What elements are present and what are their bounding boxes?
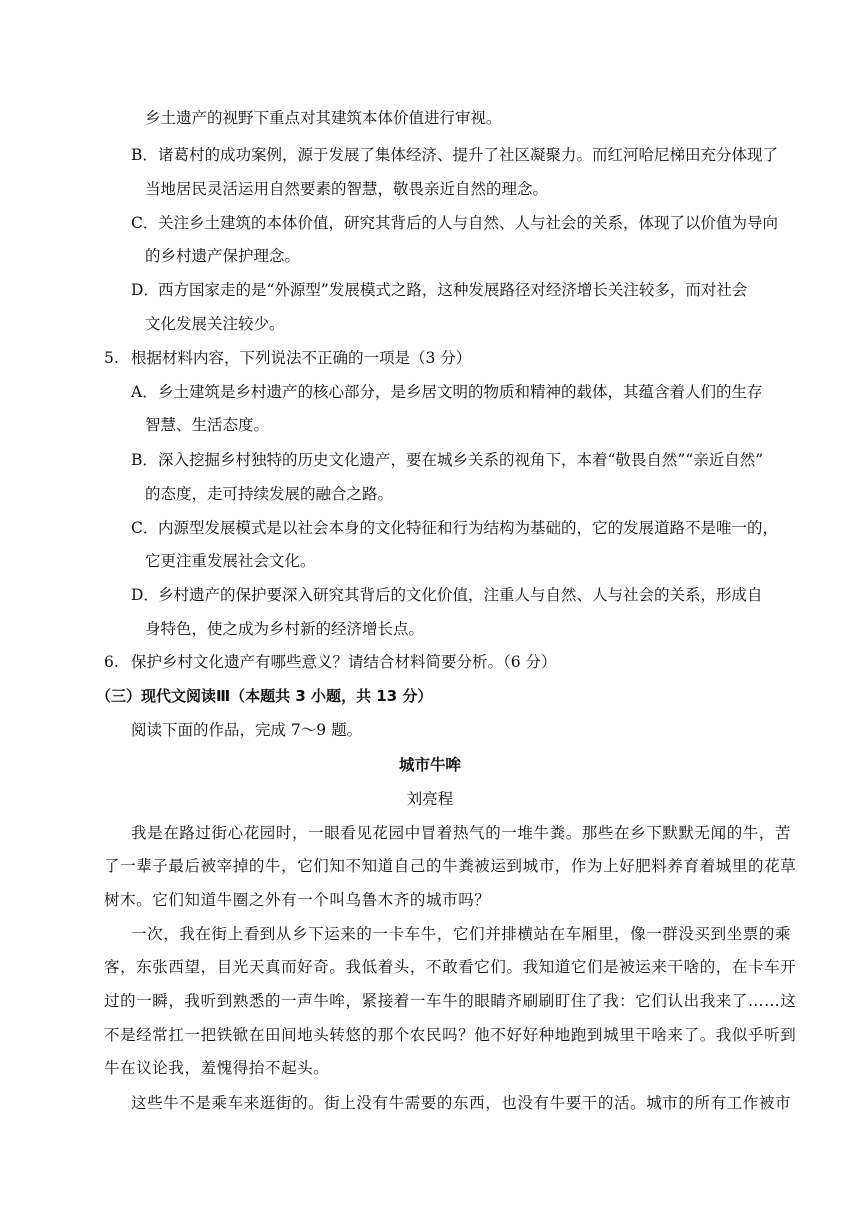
article-paragraph-line: 了一辈子最后被宰掉的牛，它们知不知道自己的牛粪被运到城市，作为上好肥料养育着城里的花草 <box>104 857 797 875</box>
option-text-line: 诸葛村的成功案例，源于发展了集体经济、提升了社区凝聚力。而红河哈尼梯田充分体现了 <box>158 146 779 164</box>
option-letter: B． <box>131 451 158 469</box>
option-letter: B． <box>131 146 158 164</box>
question-number: 5. <box>104 349 119 367</box>
article-paragraph-line: 这些牛不是乘车来逛街的。街上没有牛需要的东西，也没有牛要干的活。城市的所有工作被市 <box>131 1094 792 1112</box>
article-paragraph-line: 过的一瞬，我听到熟悉的一声牛哞，紧接着一车牛的眼睛齐刷刷盯住了我：它们认出我来了……这 <box>104 992 797 1010</box>
option-text-line: 西方国家走的是“外源型”发展模式之路，这种发展路径对经济增长关注较多，而对社会 <box>158 281 748 299</box>
option-letter: A． <box>131 383 158 401</box>
option-text-line: 关注乡土建筑的本体价值，研究其背后的人与自然、人与社会的关系，体现了以价值为导向 <box>158 214 779 232</box>
option-text-line: 文化发展关注较少。 <box>145 315 285 333</box>
reading-instruction: 阅读下面的作品，完成 7～9 题。 <box>131 721 363 739</box>
option-text-line: 智慧、生活态度。 <box>145 416 270 434</box>
option-text-line: 乡土建筑是乡村遗产的核心部分，是乡居文明的物质和精神的载体，其蕴含着人们的生存 <box>158 383 763 401</box>
article-paragraph-line: 牛在议论我，羞愧得抬不起头。 <box>104 1059 330 1077</box>
article-paragraph-line: 树木。它们知道牛圈之外有一个叫乌鲁木齐的城市吗？ <box>104 891 491 909</box>
question-number: 6. <box>104 653 119 671</box>
article-author: 刘亮程 <box>406 790 454 808</box>
option-text-line: 它更注重发展社会文化。 <box>145 552 316 570</box>
option-text-line: 乡村遗产的保护要深入研究其背后的文化价值，注重人与自然、人与社会的关系，形成自 <box>158 586 763 604</box>
question-stem: 保护乡村文化遗产有哪些意义？请结合材料简要分析。（6 分） <box>131 653 557 671</box>
article-title: 城市牛哞 <box>398 756 461 774</box>
option-text-line: 内源型发展模式是以社会本身的文化特征和行为结构为基础的，它的发展道路不是唯一的， <box>158 519 779 537</box>
option-text-line: 深入挖掘乡村独特的历史文化遗产，要在城乡关系的视角下，本着“敬畏自然”“亲近自然” <box>158 451 764 469</box>
section-heading: （三）现代文阅读Ⅲ（本题共 3 小题，共 13 分） <box>96 687 433 705</box>
option-letter: C． <box>131 214 159 232</box>
article-paragraph-line: 我是在路过街心花园时，一眼看见花园中冒着热气的一堆牛粪。那些在乡下默默无闻的牛，苦 <box>131 824 792 842</box>
article-paragraph-line: 不是经常扛一把铁锨在田间地头转悠的那个农民吗？他不好好种地跑到城里干啥来了。我似乎听到 <box>104 1026 797 1044</box>
option-letter: D． <box>131 281 159 299</box>
option-text-line: 的乡村遗产保护理念。 <box>145 247 301 265</box>
option-text-line: 的态度，走可持续发展的融合之路。 <box>145 485 394 503</box>
article-paragraph-line: 一次，我在街上看到从乡下运来的一卡车牛，它们并排横站在车厢里，像一群没买到坐票的乘 <box>131 925 792 943</box>
option-letter: D． <box>131 586 159 604</box>
question-stem: 根据材料内容，下列说法不正确的一项是（3 分） <box>131 349 472 367</box>
article-paragraph-line: 客，东张西望，目光天真而好奇。我低着头，不敢看它们。我知道它们是被运来干啥的，在卡车开 <box>104 958 797 976</box>
q4-stem-continuation: 乡土遗产的视野下重点对其建筑本体价值进行审视。 <box>145 109 502 127</box>
option-text-line: 身特色，使之成为乡村新的经济增长点。 <box>145 620 425 638</box>
option-text-line: 当地居民灵活运用自然要素的智慧，敬畏亲近自然的理念。 <box>145 180 549 198</box>
option-letter: C． <box>131 519 159 537</box>
